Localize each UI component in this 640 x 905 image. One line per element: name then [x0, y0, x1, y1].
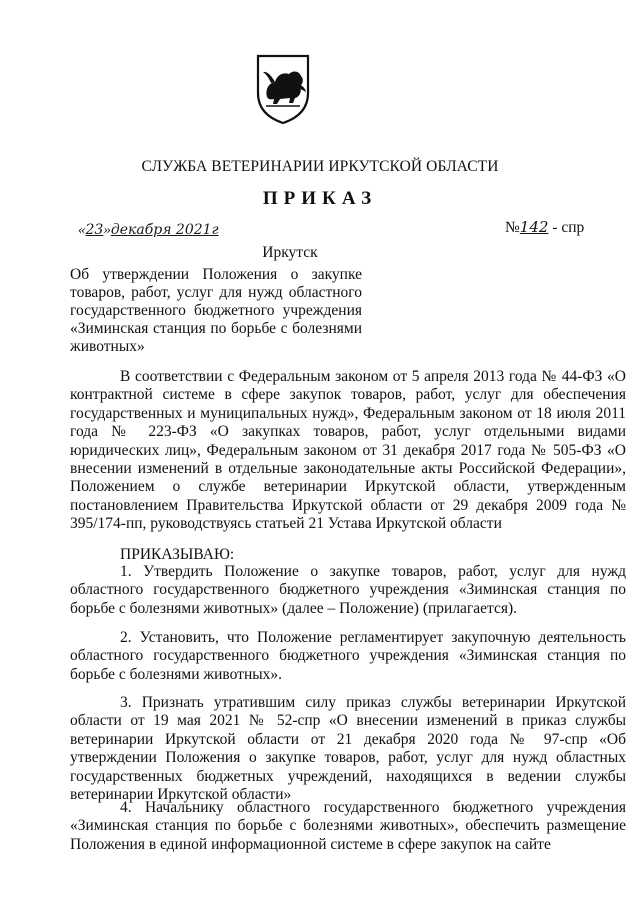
- order-subject: Об утверждении Положения о закупке товаров, работ, услуг для нужд областного государственного бюджетного учреждения «Зиминская станция по борьбе с болезнями животных»: [70, 266, 362, 355]
- date-month-year: декабря 2021г: [110, 222, 219, 238]
- coat-of-arms-icon: [253, 53, 313, 125]
- order-word: ПРИКАЗЫВАЮ:: [120, 546, 235, 563]
- number-prefix: №: [505, 219, 520, 236]
- number-suffix: - спр: [548, 219, 585, 236]
- number-value: 142: [519, 218, 549, 236]
- preamble-paragraph: В соответствии с Федеральным законом от 5 апреля 2013 года № 44-ФЗ «О контрактной системе в сфере закупок товаров, работ, услуг для обеспечения государственных и муниципальных нужд», Федеральным законом от 18 июля 2011 года № 223-ФЗ «О закупках товаров, работ, услуг отдельными видами юридических лиц», Федеральным законом от 31 декабря 2017 года № 505-ФЗ «О внесении изменений в отдельные законодательные акты Российской Федерации», Положением о службе ветеринарии Иркутской области, утвержденным постановлением Правительства Иркутской области от 29 декабря 2009 года № 395/174-пп, руководствуясь статьей 21 Устава Иркутской области: [70, 368, 626, 533]
- order-item-4: 4. Начальнику областного государственного бюджетного учреждения «Зиминская станция по борьбе с болезнями животных», обеспечить размещение Положения в единой информационной системе в сфере закупок на сайте: [70, 799, 626, 853]
- date-quote-open: «: [78, 222, 86, 238]
- order-item-2: 2. Установить, что Положение регламентирует закупочную деятельность областного государственного бюджетного учреждения «Зиминская станция по борьбе с болезнями животных».: [70, 629, 626, 683]
- order-item-1: 1. Утвердить Положение о закупке товаров, работ, услуг для нужд областного государственного бюджетного учреждения «Зиминская станция по борьбе с болезнями животных» (далее – Положение) (прилагается).: [70, 563, 626, 617]
- order-item-3: 3. Признать утратившим силу приказ службы ветеринарии Иркутской области от 19 мая 2021 № 52-спр «О внесении изменений в приказ службы ветеринарии Иркутской области от 21 декабря 2020 года № 97-спр «Об утверждении Положения о закупке товаров, работ, услуг для нужд областных государственных бюджетных учреждений, находящихся в ведении службы ветеринарии Иркутской области»: [70, 694, 626, 804]
- city-name: Иркутск: [262, 244, 318, 261]
- date-day: 23: [85, 222, 104, 238]
- order-date: [78, 222, 219, 239]
- date-quote-close: »: [103, 222, 111, 238]
- order-number: [505, 218, 584, 237]
- document-type-title: ПРИКАЗ: [262, 188, 378, 209]
- agency-name: СЛУЖБА ВЕТЕРИНАРИИ ИРКУТСКОЙ ОБЛАСТИ: [141, 158, 499, 175]
